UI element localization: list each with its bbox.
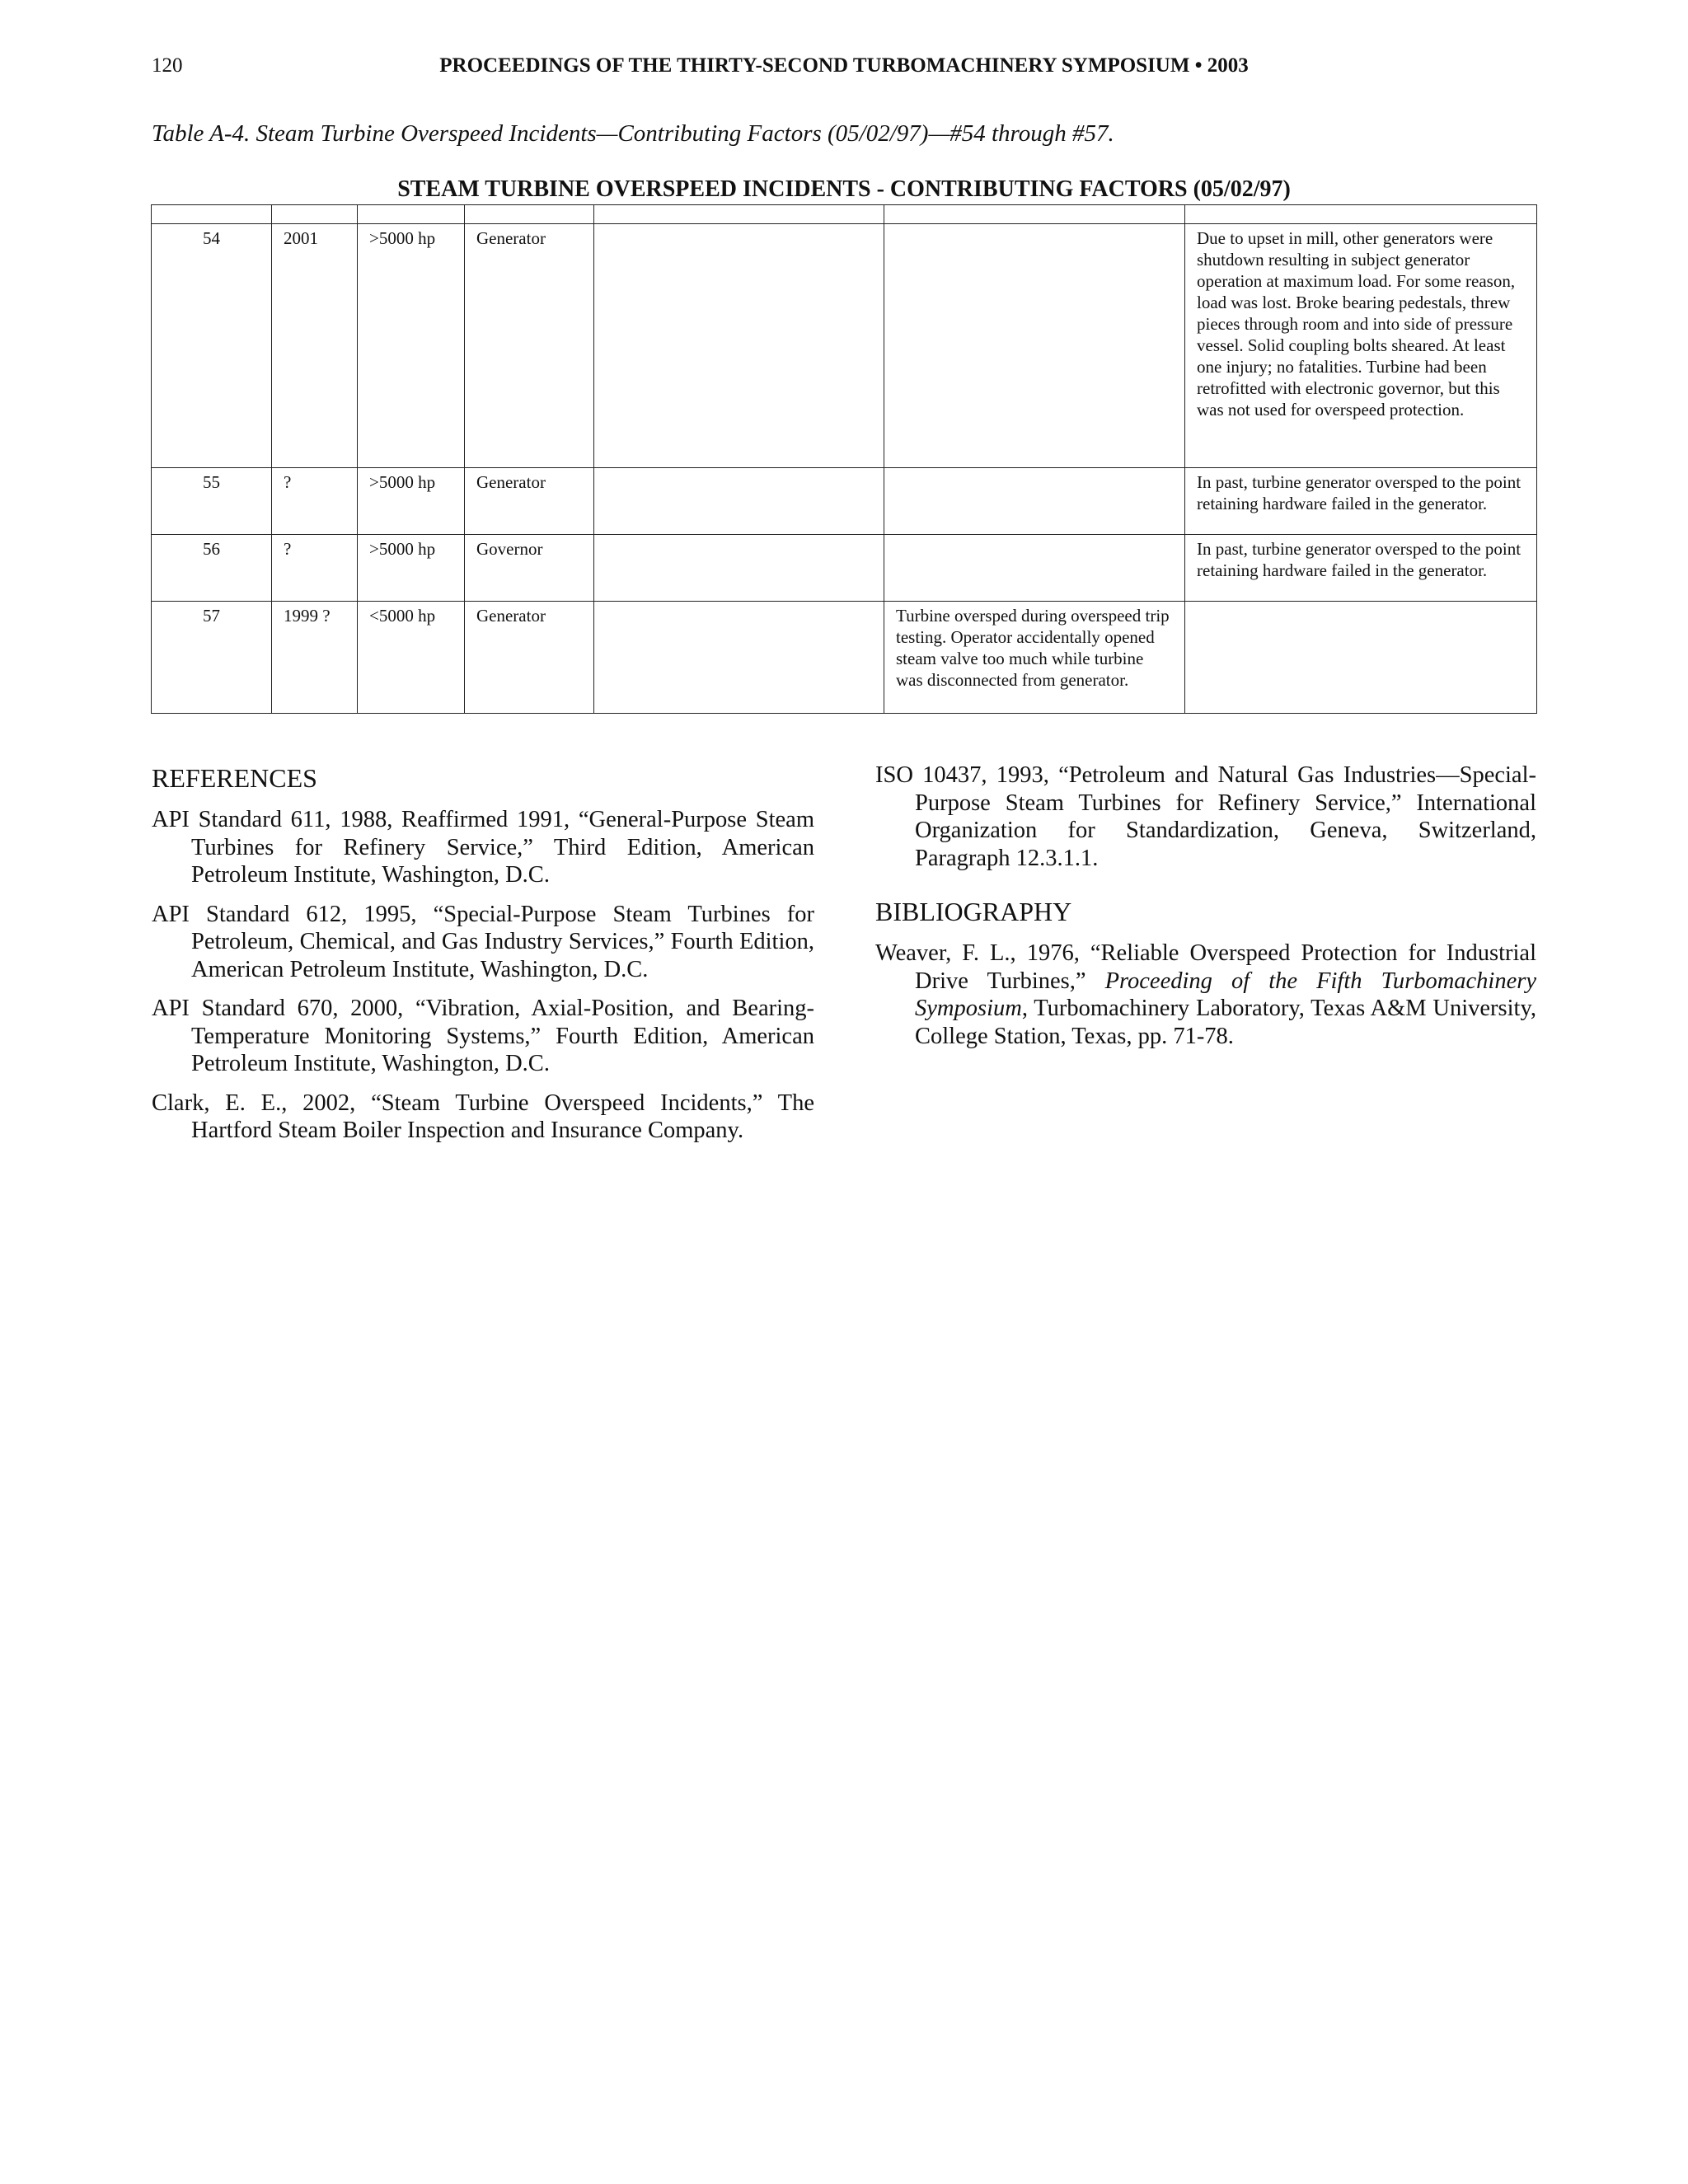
header-cell <box>358 205 465 224</box>
incident-number: 56 <box>152 535 272 602</box>
factor-cell <box>594 535 884 602</box>
reference-item: ISO 10437, 1993, “Petroleum and Natural Gas Industries—Special-Purpose Steam Turbines for Refinery Service,” International Organization for Standardization, Geneva, Switzerland, Paragraph 12.3.1.1. <box>875 762 1536 871</box>
references-column-right <box>875 762 1536 1062</box>
driven-equipment: Governor <box>465 535 594 602</box>
bibliography-item <box>875 940 1536 1050</box>
factor-cell <box>884 224 1185 468</box>
factor-cell: Turbine oversped during overspeed trip testing. Operator accidentally opened steam valve too much while turbine was disconnected from generator. <box>884 602 1185 714</box>
header-cell <box>152 205 272 224</box>
incident-number: 57 <box>152 602 272 714</box>
turbine-size: <5000 hp <box>358 602 465 714</box>
factor-cell: In past, turbine generator oversped to the point retaining hardware failed in the generator. <box>1185 468 1537 535</box>
incident-year: ? <box>272 468 358 535</box>
factor-cell <box>594 468 884 535</box>
turbine-size: >5000 hp <box>358 224 465 468</box>
bibliography-source-title: Proceeding of the Fifth Turbomachinery Symposium <box>915 968 1536 1021</box>
reference-item: API Standard 670, 2000, “Vibration, Axial-Position, and Bearing-Temperature Monitoring Systems,” Fourth Edition, American Petroleum Institute, Washington, D.C. <box>152 996 814 1076</box>
driven-equipment: Generator <box>465 468 594 535</box>
reference-item: API Standard 611, 1988, Reaffirmed 1991, “General-Purpose Steam Turbines for Refinery Service,” Third Edition, American Petroleum Institute, Washington, D.C. <box>152 807 814 888</box>
running-head <box>152 54 1536 84</box>
factor-cell <box>594 602 884 714</box>
driven-equipment: Generator <box>465 602 594 714</box>
bibliography-text: , Turbomachinery Laboratory, Texas A&M University, College Station, Texas, pp. 71-78. <box>915 996 1536 1049</box>
header-cell <box>594 205 884 224</box>
incident-year: 1999 ? <box>272 602 358 714</box>
incidents-table <box>151 204 1537 714</box>
header-cell <box>272 205 358 224</box>
incident-year: ? <box>272 535 358 602</box>
bibliography-heading: BIBLIOGRAPHY <box>875 897 1072 926</box>
table-row <box>152 468 1537 535</box>
reference-item: Clark, E. E., 2002, “Steam Turbine Overspeed Incidents,” The Hartford Steam Boiler Inspection and Insurance Company. <box>152 1090 814 1143</box>
table-header-row <box>152 205 1537 224</box>
page-number: 120 <box>152 54 183 77</box>
turbine-size: >5000 hp <box>358 535 465 602</box>
factor-cell: In past, turbine generator oversped to the point retaining hardware failed in the generator. <box>1185 535 1537 602</box>
factor-cell <box>1185 602 1537 714</box>
table-row <box>152 535 1537 602</box>
incident-number: 54 <box>152 224 272 468</box>
header-cell <box>465 205 594 224</box>
factor-cell <box>884 468 1185 535</box>
factor-cell <box>884 535 1185 602</box>
factor-cell: Due to upset in mill, other generators were shutdown resulting in subject generator operation at maximum load. For some reason, load was lost. Broke bearing pedestals, threw pieces through room and into side of pressure vessel. Solid coupling bolts sheared. At least one injury; no fatalities. Turbine had been retrofitted with electronic governor, but this was not used for overspeed protection. <box>1185 224 1537 468</box>
driven-equipment: Generator <box>465 224 594 468</box>
incident-year: 2001 <box>272 224 358 468</box>
table-title: STEAM TURBINE OVERSPEED INCIDENTS - CONTRIBUTING FACTORS (05/02/97) <box>397 176 1291 202</box>
factor-cell <box>594 224 884 468</box>
journal-title: PROCEEDINGS OF THE THIRTY-SECOND TURBOMACHINERY SYMPOSIUM • 2003 <box>439 54 1249 77</box>
table-caption: Table A-4. Steam Turbine Overspeed Incidents—Contributing Factors (05/02/97)—#54 through #57. <box>152 120 1114 147</box>
table-row <box>152 602 1537 714</box>
references-column-left <box>152 762 814 1156</box>
bibliography-text: Weaver, F. L., 1976, “Reliable Overspeed Protection for Industrial Drive Turbines,” <box>875 940 1536 994</box>
header-cell <box>884 205 1185 224</box>
references-heading: REFERENCES <box>152 763 317 793</box>
incident-number: 55 <box>152 468 272 535</box>
turbine-size: >5000 hp <box>358 468 465 535</box>
reference-item: API Standard 612, 1995, “Special-Purpose Steam Turbines for Petroleum, Chemical, and Gas Industry Services,” Fourth Edition, American Petroleum Institute, Washington, D.C. <box>152 901 814 982</box>
header-cell <box>1185 205 1537 224</box>
table-row <box>152 224 1537 468</box>
